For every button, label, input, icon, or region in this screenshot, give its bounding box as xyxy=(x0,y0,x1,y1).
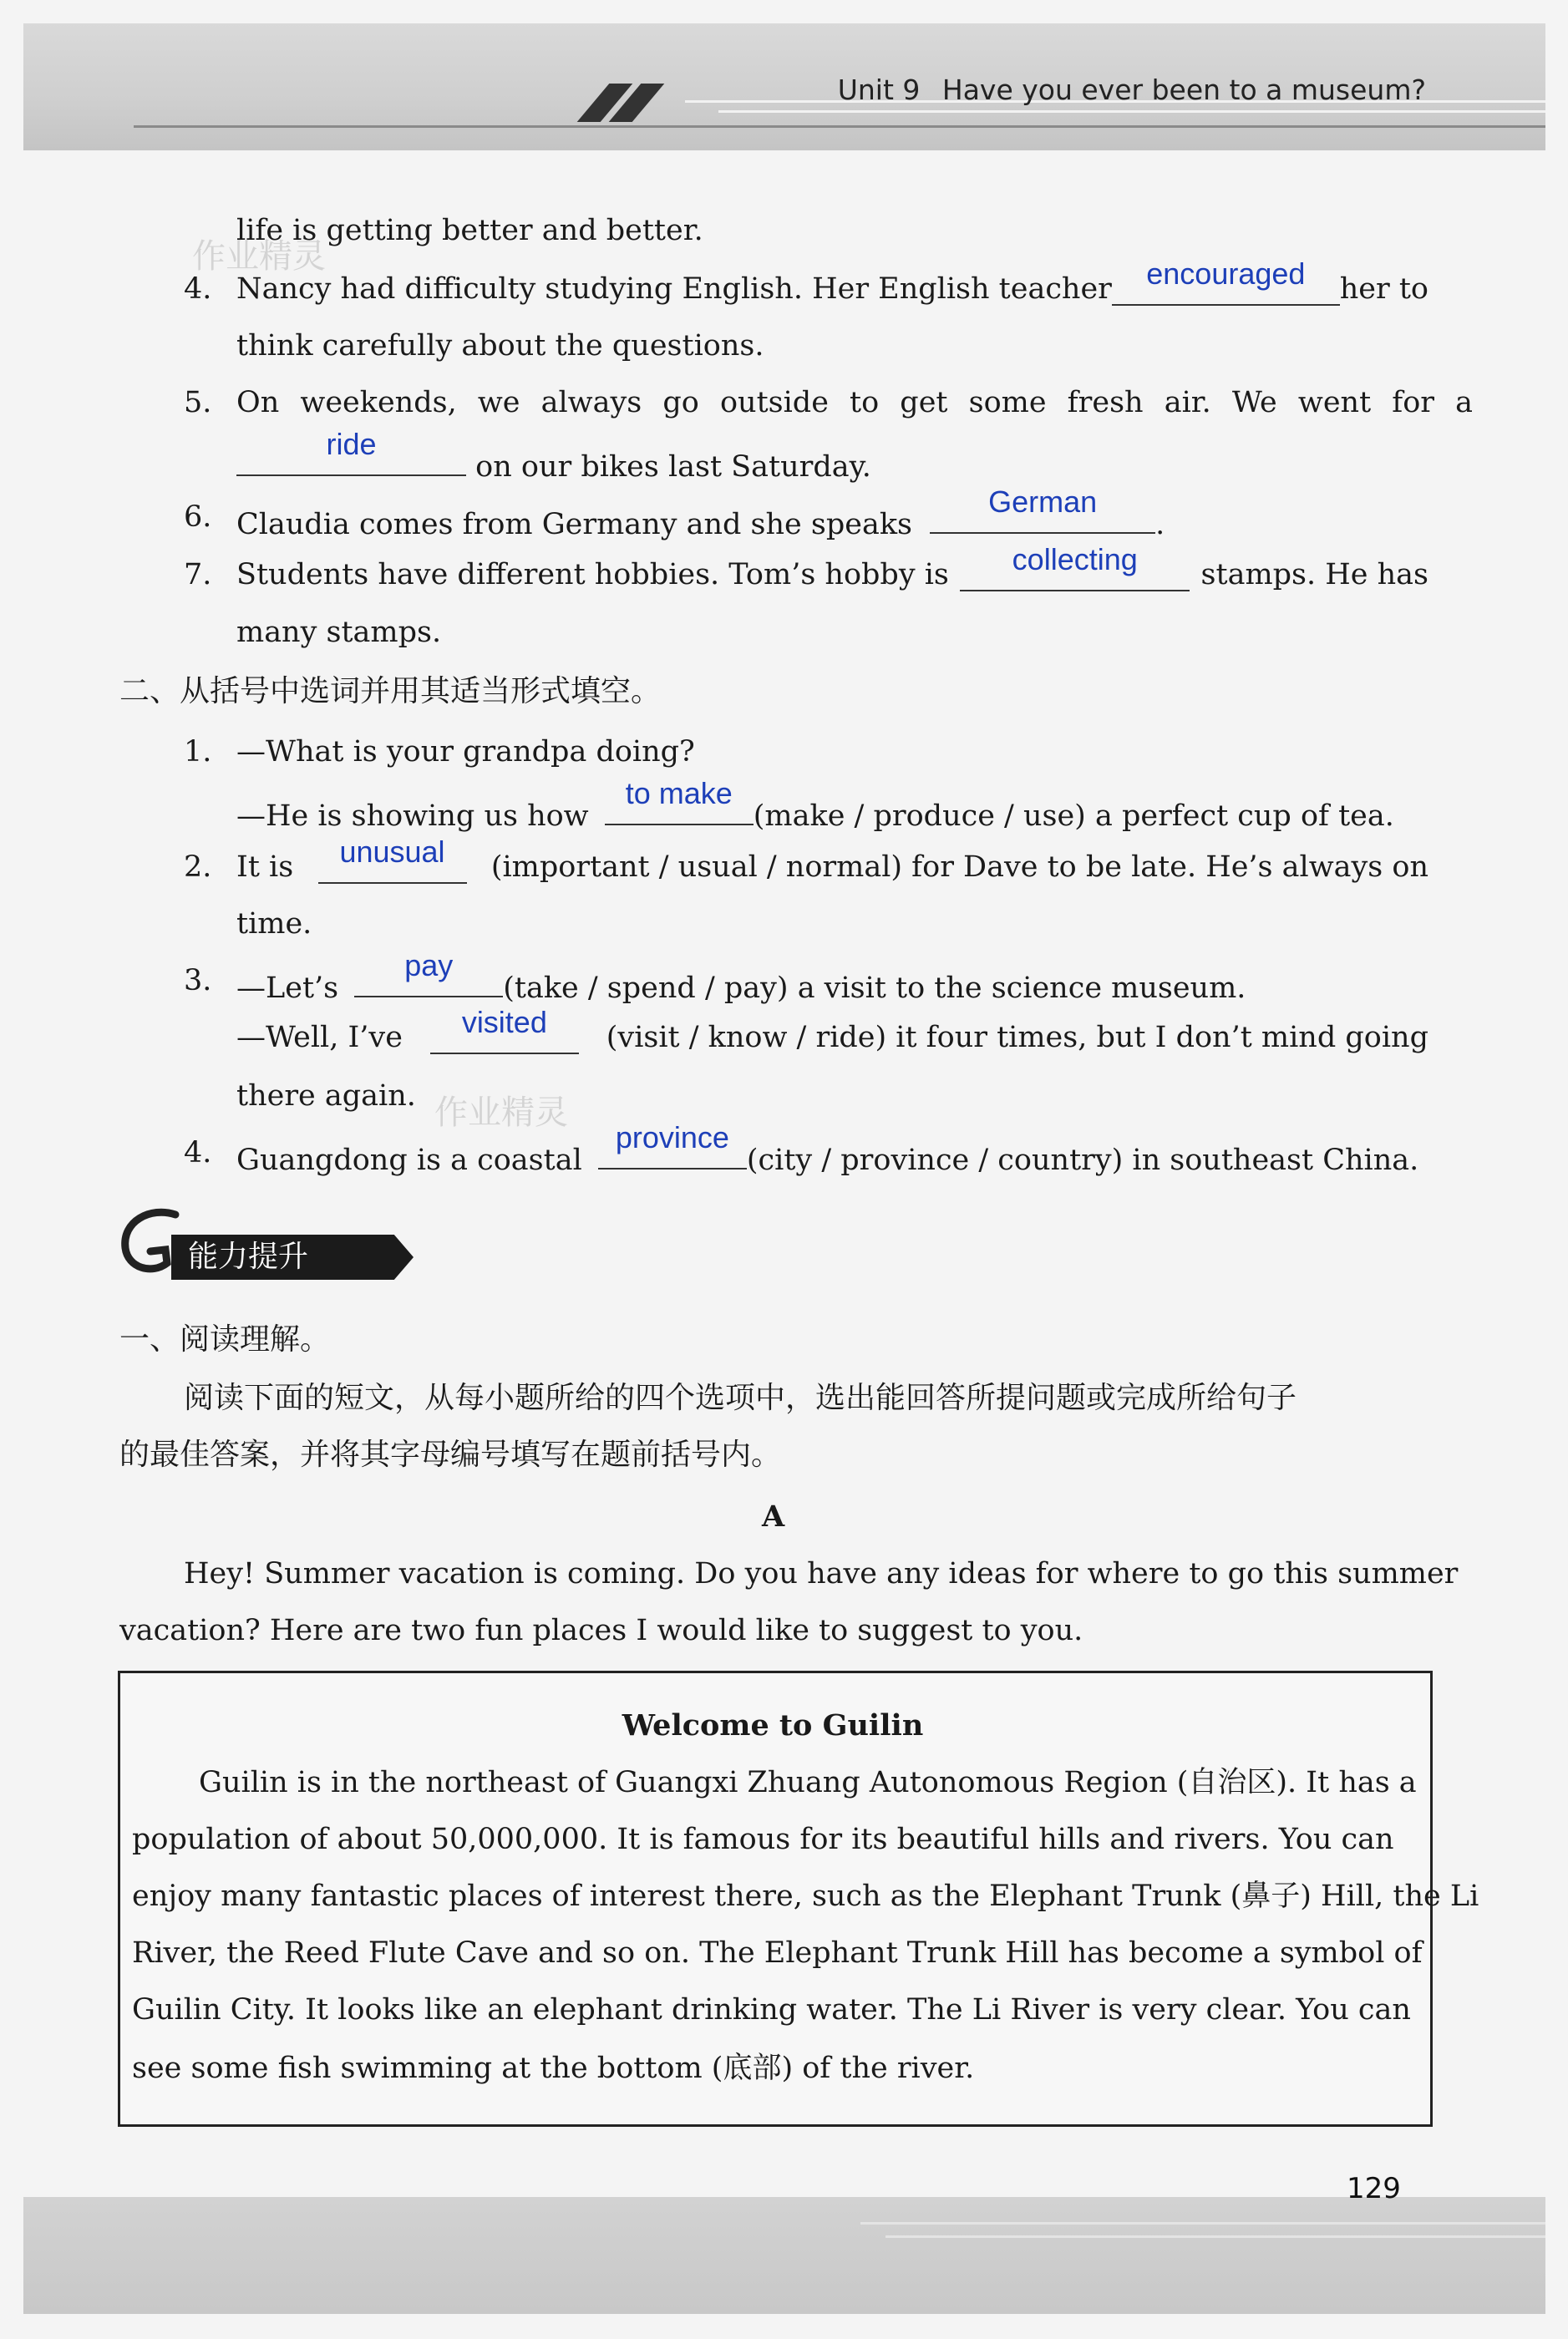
watermark: 作业精灵 xyxy=(434,1093,568,1132)
item-number: 2. xyxy=(184,850,212,884)
text-line: many stamps. xyxy=(236,616,442,649)
footer-stripe xyxy=(885,2235,1545,2238)
answer-handwritten: German xyxy=(988,485,1098,519)
passage-text: Guilin is in the northeast of Guangxi Zhuang Autonomous Region (自治区). It has a xyxy=(199,1766,1417,1799)
passage-title: Welcome to Guilin xyxy=(622,1708,924,1743)
passage-text: enjoy many fantastic places of interest there, such as the Elephant Trunk (鼻子) Hill, the Li xyxy=(132,1880,1479,1913)
question-text: It is xyxy=(236,850,294,884)
header-title xyxy=(825,74,1426,106)
item-number: 4. xyxy=(184,1136,212,1170)
answer-handwritten: collecting xyxy=(1012,542,1138,576)
item-number: 5. xyxy=(184,386,212,419)
question-5 xyxy=(236,384,1474,421)
question-7 xyxy=(236,542,1428,593)
watermark: 作业精灵 xyxy=(192,237,326,276)
answer-blank[interactable] xyxy=(598,1120,747,1170)
passage-text: Guilin City. It looks like an elephant drinking water. The Li River is very clear. You can xyxy=(132,1993,1411,2027)
footer-stripe xyxy=(860,2222,1545,2225)
question-text: Students have different hobbies. Tom’s hobby is xyxy=(236,558,949,591)
passage-line xyxy=(132,1821,1412,1858)
question-2-1 xyxy=(236,776,1394,835)
question-2-3a xyxy=(236,948,1246,1007)
passage-line: see some fish swimming at the bottom (底部) of the river. xyxy=(132,2052,975,2085)
passage-line xyxy=(132,1935,1423,1971)
question-2-3b xyxy=(236,1005,1428,1056)
question-2-4 xyxy=(236,1120,1419,1179)
question-text: her to xyxy=(1339,272,1428,306)
question-text: —He is showing us how xyxy=(236,799,589,833)
answer-handwritten: province xyxy=(615,1120,729,1154)
question-text: on our bikes last Saturday. xyxy=(475,450,871,484)
passage-text: Hey! Summer vacation is coming. Do you have any ideas for where to go this summer xyxy=(184,1557,1459,1591)
question-2-2 xyxy=(236,835,1428,885)
passage-line xyxy=(132,1878,1479,1915)
answer-blank[interactable] xyxy=(236,427,466,476)
answer-handwritten: visited xyxy=(461,1005,547,1039)
question-text: Nancy had difficulty studying English. Her English teacher xyxy=(236,272,1112,306)
item-number: 7. xyxy=(184,558,212,591)
question-text: (make / produce / use) a perfect cup of tea. xyxy=(753,799,1394,833)
answer-blank[interactable] xyxy=(605,776,754,825)
answer-handwritten: to make xyxy=(625,776,733,810)
question-text: (city / province / country) in southeast China. xyxy=(746,1144,1419,1177)
answer-handwritten: ride xyxy=(326,427,377,461)
answer-blank[interactable] xyxy=(960,542,1190,591)
passage-line xyxy=(199,1764,1417,1801)
question-text: (take / spend / pay) a visit to the science museum. xyxy=(503,972,1246,1005)
answer-blank[interactable] xyxy=(1112,256,1340,306)
page-footer-band xyxy=(23,2197,1545,2314)
text-line: think carefully about the questions. xyxy=(236,329,764,363)
passage-intro xyxy=(184,1555,1459,1592)
question-text: —Well, I’ve xyxy=(236,1021,403,1054)
question-4 xyxy=(236,256,1428,307)
reading-heading: 一、阅读理解。 xyxy=(119,1322,331,1357)
header-stripe xyxy=(718,110,1545,113)
answer-blank[interactable] xyxy=(354,948,503,997)
text-line: time. xyxy=(236,907,312,941)
header-rule xyxy=(134,125,1545,128)
item-number: 3. xyxy=(184,964,212,997)
answer-blank[interactable] xyxy=(318,835,467,884)
page-number: 129 xyxy=(1347,2172,1401,2205)
question-text: On weekends, we always go outside to get some fresh air. We went for a xyxy=(236,386,1474,419)
question-text: Guangdong is a coastal xyxy=(236,1144,582,1177)
answer-blank[interactable] xyxy=(430,1005,579,1054)
unit-title: Have you ever been to a museum? xyxy=(941,74,1426,106)
question-text: —Let’s xyxy=(236,972,339,1005)
item-number: 4. xyxy=(184,272,212,306)
passage-text: vacation? Here are two fun places I would like to suggest to you. xyxy=(119,1614,1083,1647)
passage-label: A xyxy=(762,1499,785,1534)
question-text: . xyxy=(1155,508,1165,541)
text-line: life is getting better and better. xyxy=(236,214,703,247)
answer-handwritten: unusual xyxy=(339,835,445,869)
question-text: (important / usual / normal) for Dave to be late. He’s always on xyxy=(490,850,1428,884)
passage-text: River, the Reed Flute Cave and so on. The Elephant Trunk Hill has become a symbol of xyxy=(132,1936,1423,1970)
question-5-cont xyxy=(236,427,871,485)
unit-label: Unit 9 xyxy=(837,74,921,106)
text-line: there again. xyxy=(236,1079,416,1113)
answer-handwritten: encouraged xyxy=(1146,256,1306,291)
question-text: (visit / know / ride) it four times, but I don’t mind going xyxy=(606,1021,1428,1054)
section-badge-label: 能力提升 xyxy=(188,1240,309,1274)
question-6 xyxy=(236,485,1165,543)
passage-line xyxy=(132,1991,1412,2028)
answer-handwritten: pay xyxy=(404,948,454,982)
question-text: stamps. He has xyxy=(1200,558,1428,591)
item-number: 1. xyxy=(184,735,212,769)
reading-instruction: 的最佳答案，并将其字母编号填写在题前括号内。 xyxy=(119,1438,782,1472)
section-heading: 二、从括号中选词并用其适当形式填空。 xyxy=(119,674,662,708)
reading-instruction: 阅读下面的短文，从每小题所给的四个选项中，选出能回答所提问题或完成所给句子 xyxy=(184,1381,1297,1415)
answer-blank[interactable] xyxy=(930,485,1155,534)
passage-text: population of about 50,000,000. It is famous for its beautiful hills and rivers. You can xyxy=(132,1823,1394,1856)
question-text: Claudia comes from Germany and she speaks xyxy=(236,508,912,541)
text-line: —What is your grandpa doing? xyxy=(236,735,695,769)
item-number: 6. xyxy=(184,500,212,534)
